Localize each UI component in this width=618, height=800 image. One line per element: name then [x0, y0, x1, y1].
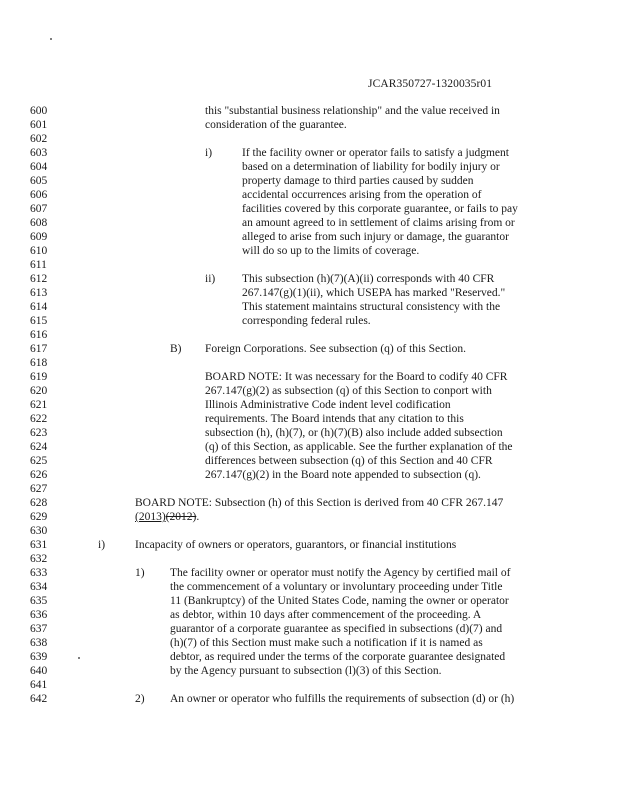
- line-number: 611: [30, 259, 47, 271]
- item-2-line: An owner or operator who fulfills the requirements of subsection (d) or (h): [170, 693, 515, 705]
- item-1-line: The facility owner or operator must notify the Agency by certified mail of: [170, 567, 511, 579]
- line-number: 631: [30, 539, 48, 551]
- board-note-line: 267.147(g)(2) in the Board note appended to subsection (q).: [205, 469, 481, 481]
- inserted-text: (2013): [135, 511, 166, 523]
- item-1-line: the commencement of a voluntary or involuntary proceeding under Title: [170, 581, 503, 593]
- item-1-line: by the Agency pursuant to subsection (l)(3) of this Section.: [170, 665, 442, 677]
- line-number: 629: [30, 511, 48, 523]
- line-number: 612: [30, 273, 48, 285]
- line-number: 601: [30, 119, 48, 131]
- section-i-heading: Incapacity of owners or operators, guarantors, or financial institutions: [135, 539, 457, 551]
- line-number: 616: [30, 329, 48, 341]
- document-id-header: JCAR350727-1320035r01: [368, 78, 493, 90]
- line-number: 607: [30, 203, 48, 215]
- line-number: 614: [30, 301, 48, 313]
- board-note-line: requirements. The Board intends that any citation to this: [205, 413, 464, 425]
- line-number: 606: [30, 189, 48, 201]
- deleted-text: (2012): [165, 511, 197, 523]
- line-number: 638: [30, 637, 48, 649]
- line-number: 621: [30, 399, 48, 411]
- intro-line-2: consideration of the guarantee.: [205, 119, 347, 131]
- item-1-line: as debtor, within 10 days after commencement of the proceeding. A: [170, 609, 482, 621]
- line-number: 628: [30, 497, 48, 509]
- item-i-line: an amount agreed to in settlement of claims arising from or: [242, 217, 515, 229]
- line-number: 602: [30, 133, 48, 145]
- item-i-line: accidental occurrences arising from the operation of: [242, 189, 482, 201]
- line-number: 635: [30, 595, 48, 607]
- line-number: 641: [30, 679, 48, 691]
- item-ii-line: This subsection (h)(7)(A)(ii) corresponds with 40 CFR: [242, 273, 495, 285]
- line-number: 636: [30, 609, 48, 621]
- line-number: 615: [30, 315, 48, 327]
- line-number: 619: [30, 371, 48, 383]
- line-number: 624: [30, 441, 48, 453]
- scan-speck: [78, 657, 80, 659]
- line-number: 604: [30, 161, 48, 173]
- line-number: 610: [30, 245, 48, 257]
- line-number: 608: [30, 217, 48, 229]
- line-number: 622: [30, 413, 48, 425]
- board-note-line: (q) of this Section, as applicable. See the further explanation of the: [205, 441, 513, 453]
- item-1-line: guarantor of a corporate guarantee as specified in subsections (d)(7) and: [170, 623, 503, 635]
- item-i-line: will do so up to the limits of coverage.: [242, 245, 420, 257]
- item-1-line: 11 (Bankruptcy) of the United States Code, naming the owner or operator: [170, 595, 509, 607]
- item-b-line: Foreign Corporations. See subsection (q) of this Section.: [205, 343, 466, 355]
- line-number: 633: [30, 567, 48, 579]
- item-b-label: B): [170, 343, 182, 355]
- intro-line-1: this "substantial business relationship" and the value received in: [205, 105, 500, 117]
- item-ii-label: ii): [205, 273, 216, 285]
- item-i-line: property damage to third parties caused by sudden: [242, 175, 474, 187]
- item-i-line: based on a determination of liability for bodily injury or: [242, 161, 500, 173]
- board-note-2-line-1: BOARD NOTE: Subsection (h) of this Section is derived from 40 CFR 267.147: [135, 497, 504, 509]
- line-number: 632: [30, 553, 48, 565]
- period: .: [196, 511, 200, 523]
- item-i-label: i): [205, 147, 213, 159]
- board-note-line: differences between subsection (q) of this Section and 40 CFR: [205, 455, 493, 467]
- board-note-line: Illinois Administrative Code indent level codification: [205, 399, 451, 411]
- item-1-label: 1): [135, 567, 145, 579]
- item-ii-line: 267.147(g)(1)(ii), which USEPA has marked "Reserved.": [242, 287, 506, 299]
- item-ii-line: This statement maintains structural consistency with the: [242, 301, 501, 313]
- item-i-line: If the facility owner or operator fails to satisfy a judgment: [242, 147, 509, 159]
- item-i-line: alleged to arise from such injury or damage, the guarantor: [242, 231, 509, 243]
- line-number: 642: [30, 693, 48, 705]
- item-i-line: facilities covered by this corporate guarantee, or fails to pay: [242, 203, 518, 215]
- scan-speck: [50, 38, 52, 40]
- line-number: 627: [30, 483, 48, 495]
- line-number: 637: [30, 623, 48, 635]
- board-note-line: subsection (h), (h)(7), or (h)(7)(B) also include added subsection: [205, 427, 503, 439]
- line-number: 623: [30, 427, 48, 439]
- line-number: 626: [30, 469, 48, 481]
- line-number: 605: [30, 175, 48, 187]
- line-number: 625: [30, 455, 48, 467]
- line-number: 640: [30, 665, 48, 677]
- line-number: 639: [30, 651, 48, 663]
- line-number: 620: [30, 385, 48, 397]
- item-1-line: debtor, as required under the terms of the corporate guarantee designated: [170, 651, 506, 663]
- line-number: 630: [30, 525, 48, 537]
- line-number: 600: [30, 105, 48, 117]
- line-number: 617: [30, 343, 48, 355]
- line-number: 613: [30, 287, 48, 299]
- board-note-line: BOARD NOTE: It was necessary for the Board to codify 40 CFR: [205, 371, 508, 383]
- board-note-line: 267.147(g)(2) as subsection (q) of this Section to conport with: [205, 385, 492, 397]
- section-i-label: i): [98, 539, 106, 551]
- item-ii-line: corresponding federal rules.: [242, 315, 371, 327]
- line-number: 603: [30, 147, 48, 159]
- line-number: 634: [30, 581, 48, 593]
- board-note-2-line-2: [135, 510, 199, 524]
- line-number: 609: [30, 231, 48, 243]
- item-2-label: 2): [135, 693, 145, 705]
- line-number: 618: [30, 357, 48, 369]
- item-1-line: (h)(7) of this Section must make such a notification if it is named as: [170, 637, 483, 649]
